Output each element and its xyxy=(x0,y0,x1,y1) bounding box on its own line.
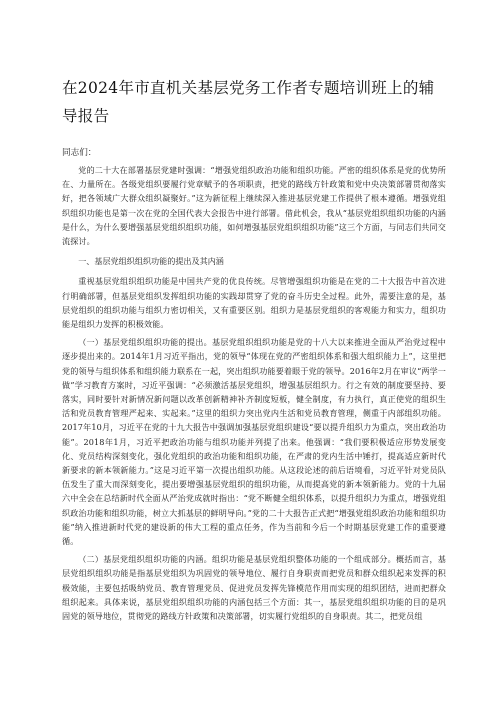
greeting: 同志们： xyxy=(62,148,97,158)
intro-paragraph: 党的二十大在部署基层党建时强调：“增强党组织政治功能和组织功能。严密的组织体系是党的优势所在、力量所在。各级党组织要履行党章赋予的各项职责，把党的路线方针政策和党中央决策部署贯彻落实好，把各领域广大群众组织凝聚好。”这为新征程上继续深入推进基层党建工作提供了根本遵循。增强党组织组织功能也是第一次在党的全国代表大会报告中进行部署。借此机会，我从“基层党组织组织功能的内涵是什么，为什么要增强基层党组织组织功能，如何增强基层党组织组织功能”这三个方面，与同志们共同交流探讨。 xyxy=(62,165,446,247)
body-paragraph: 重视基层党组织组织功能是中国共产党的优良传统。尽管增强组织功能是在党的二十大报告中首次进行明确部署，但基层党组织发挥组织功能的实践却贯穿了党的奋斗历史全过程。此外，需要注意的是，基层党组织的组织功能与组织力密切相关，又有重要区别。组织力是基层党组织的客观能力和实力，组织功能是组织力发挥的积极效能。 xyxy=(62,276,446,330)
page-title: 在2024年市直机关基层党务工作者专题培训班上的辅导报告 xyxy=(62,79,435,125)
body-paragraph: （二）基层党组织组织功能的内涵。组织功能是基层党组织整体功能的一个组成部分。概括而言，基层党组织组织功能是指基层党组织为巩固党的领导地位、履行自身职责而把党员和群众组织起来发挥的积极效能，主要包括吸纳党员、教育管理党员、促进党员发挥先锋模范作用而实现的组织团结，进而把群众组织起来。具体来说，基层党组织组织功能的内涵包括三个方面：其一，基层党组织组织功能的目的是巩固党的领导地位，贯彻党的路线方针政策和决策部署，切实履行党组织的自身职责。其二，把党员组 xyxy=(62,554,446,622)
section-heading: 一、基层党组织组织功能的提出及其内涵 xyxy=(78,256,224,267)
body-paragraph: （一）基层党组织组织功能的提出。基层党组织组织功能是党的十八大以来推进全面从严治党过程中逐步提出来的。2014年1月习近平指出，党的领导“体现在党的严密组织体系和强大组织能力上”，这里把党的领导与组织体系和组织能力联系在一起，突出组织功能要着眼于党的领导。2016年2月在审议“两学一做”学习教育方案时，习近平强调：“必须激活基层党组织，增强基层组织力。行之有效的制度要坚持、要落实，同时要针对新情况新问题以改革创新精神补齐制度短板，健全制度，有力执行，真正使党的组织生活和党员教育管理严起来、实起来。”这里的组织力突出党内生活和党员教育管理，侧重于内部组织功能。2017年10月，习近平在党的十九大报告中强调加强基层党组织建设“要以提升组织力为重点，突出政治功能”。2018年1月，习近平把政治功能与组织功能并列提了出来。他强调：“我们要积极适应形势发展变化、党员结构深刻变化，强化党组织的政治功能和组织功能，在严肃的党内生活中锤打，提高适应新时代新要求的新本领新能力。”这是习近平第一次提出组织功能。从这段论述的前后语境看，习近平针对党员队伍发生了重大而深刻变化，提出要增强基层党组织的组织功能，从而提高党的新本领新能力。党的十九届六中全会在总结新时代全面从严治党成就时指出：“党不断健全组织体系，以提升组织力为重点，增强党组织政治功能和组织功能，树立大抓基层的鲜明导向。”党的二十大报告正式把“增强党组织政治功能和组织功能”纳入推进新时代党的建设新的伟大工程的重点任务，作为当前和今后一个时期基层党建工作的重要遵循。 xyxy=(62,337,446,547)
